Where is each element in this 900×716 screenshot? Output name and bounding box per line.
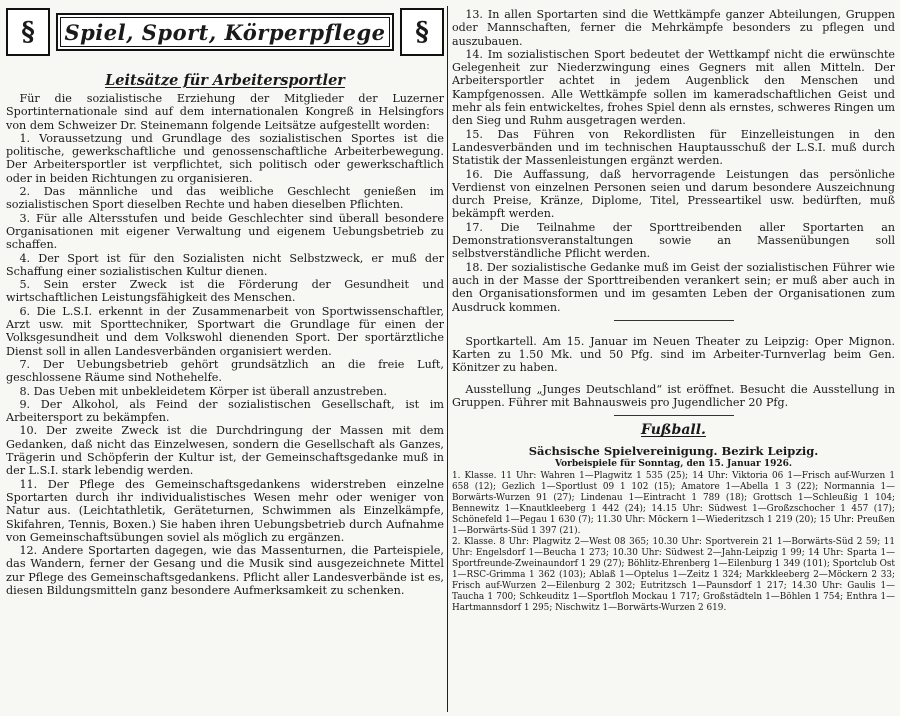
article-paragraph: 14. Im sozialistischen Sport bedeutet der Wettkampf nicht die erwünschte Gelegenheit zur Niederzwingung eines Gegners mit allen Mitteln. Der Arbeitersportler achtet in jedem Augenblick den Menschen und Kampfgenossen. Alle Wettkämpfe sollen im kameradschaftlichen Geist und mehr als fein entwickeltes, frohes Spiel denn als ernstes, schweres Ringen um den Sieg und Ruhm ausgetragen werden. bbox=[452, 47, 895, 128]
section-title: Spiel, Sport, Körperpflege bbox=[56, 13, 394, 51]
article-paragraph: 15. Das Führen von Rekordlisten für Einzelleistungen in den Landesverbänden und im technischen Hauptausschuß der L.S.I. muß durch Statistik der Massenleistungen ergänzt werden. bbox=[452, 127, 895, 168]
article-paragraph: 7. Der Uebungsbetrieb gehört grundsätzlich an die freie Luft, geschlossene Räume sind Nothehelfe. bbox=[6, 357, 444, 385]
article-paragraph: Für die sozialistische Erziehung der Mitglieder der Luzerner Sportinternationale sind auf dem internationalen Kongreß in Helsingfors von dem Schweizer Dr. Steinemann folgende Leitsätze aufgestellt worden: bbox=[6, 92, 444, 132]
article-paragraph: 18. Der sozialistische Gedanke muß im Geist der sozialistischen Führer wie auch in der Masse der Sporttreibenden verankert sein; er muß aber auch in den Organisationsformen und im gesamten Leben der Organisationen zum Ausdruck kommen. bbox=[452, 260, 895, 314]
article-continuation bbox=[452, 8, 895, 314]
article-paragraph: 1. Voraussetzung und Grundlage des sozialistischen Sportes ist die politische, gewerkschaftliche und genossenschaftliche Arbeiterbewegung. Der Arbeitersportler ist verpflichtet, sich politisch oder gewerkschaftlich oder in beiden Richtungen zu organisieren. bbox=[6, 131, 444, 185]
league-subtitle: Vorbeispiele für Sonntag, den 15. Januar 1926. bbox=[554, 459, 793, 470]
left-column bbox=[6, 8, 444, 712]
article-paragraph: 11. Der Pflege des Gemeinschaftsgedankens widerstreben einzelne Sportarten durch ihr individualistisches Wesen mehr oder weniger von Natur aus. (Leichtathletik, Geräteturnen, Schwimmen als Einzelkämpfe, Skifahren, Tennis, Boxen.) Sie haben ihren Uebungsbetrieb durch Aufnahme von Gemeinschaftsübungen soviel als möglich zu ergänzen. bbox=[6, 477, 444, 544]
league-title: Sächsische Spielvereinigung. Bezirk Leipzig. bbox=[528, 444, 819, 459]
notice-ausstellung: Ausstellung „Junges Deutschland“ ist eröffnet. Besucht die Ausstellung in Gruppen. Führer mit Bahnausweis pro Jugendlicher 20 Pfg. bbox=[452, 382, 895, 410]
football-heading: Fußball. bbox=[641, 422, 706, 439]
notices bbox=[452, 335, 895, 409]
article-body bbox=[6, 92, 444, 597]
article-paragraph: 12. Andere Sportarten dagegen, wie das Massenturnen, die Parteispiele, das Wandern, ferner der Gesang und die Musik sind ausgezeichnete Mittel zur Pflege des Gemeinschaftsgedankens. Pflicht aller Landesverbände ist es, diesen Bildungsmitteln ganz besondere Aufmerksamkeit zu schenken. bbox=[6, 544, 444, 597]
masthead bbox=[6, 8, 444, 56]
spacer bbox=[452, 375, 895, 383]
article-paragraph: 17. Die Teilnahme der Sporttreibenden aller Sportarten an Demonstrationsveranstaltungen sowie an Massenübungen soll selbstverständliche Pflicht werden. bbox=[452, 220, 895, 261]
football-results bbox=[452, 471, 895, 614]
article-paragraph: 8. Das Ueben mit unbekleidetem Körper ist überall anzustreben. bbox=[19, 384, 387, 398]
results-class-1: 1. Klasse. 11 Uhr: Wahren 1—Plagwitz 1 535 (25); 14 Uhr: Viktoria 06 1—Frisch auf-Wurzen 1 658 (12); Gezlich 1—Sportlust 09 1 102 (15); Amatore 1—Abella 1 3 (22); Normannia 1—Borwärts-Wurzen 91 (27); Lindenau 1—Eintracht 1 789 (18); Grottsch 1—Schleußig 1 104; Bennewitz 1—Knautkleeberg 1 442 (24); 14.15 Uhr: Südwest 1—Großzschocher 1 457 (17); Schönefeld 1—Pegau 1 630 (7); 11.30 Uhr: Möckern 1—Wiederitzsch 1 219 (20); 15 Uhr: Preußen 1—Borwärts-Süd 1 397 (21). bbox=[452, 471, 895, 537]
article-paragraph: 5. Sein erster Zweck ist die Förderung der Gesundheit und wirtschaftlichen Leistungsfähigkeit des Menschen. bbox=[6, 278, 444, 305]
article-headline: Leitsätze für Arbeitersportler bbox=[105, 72, 345, 89]
results-class-2: 2. Klasse. 8 Uhr: Plagwitz 2—West 08 365; 10.30 Uhr: Sportverein 21 1—Borwärts-Süd 2 59; 11 Uhr: Engelsdorf 1—Beucha 1 273; 10.30 Uhr: Südwest 2—Jahn-Leipzig 1 99; 14 Uhr: Sparta 1—Sportfreunde-Zweinaundorf 1 29 (27); Böhlitz-Ehrenberg 1—Eilenburg 1 349 (101); Sportclub Ost 1—RSC-Grimma 1 362 (103); Ablaß 1—Optelus 1—Zeitz 1 324; Markkleeberg 2—Möckern 2 33; Frisch auf-Wurzen 2—Eilenburg 2 302; Eutritzsch 1—Paunsdorf 1 217; 14.30 Uhr: Gaulis 1—Taucha 1 700; Schkeuditz 1—Sportfloh Mockau 1 717; Großstädteln 1—Böhlen 1 754; Enthra 1—Hartmannsdorf 1 295; Nischwitz 1—Borwärts-Wurzen 2 619. bbox=[452, 537, 895, 614]
right-column bbox=[452, 8, 895, 712]
article-paragraph: 9. Der Alkohol, als Feind der sozialistischen Gesellschaft, ist im Arbeitersport zu bekämpfen. bbox=[6, 397, 444, 425]
column-divider bbox=[447, 6, 448, 712]
article-paragraph: 2. Das männliche und das weibliche Geschlecht genießen im sozialistischen Sport dieselben Rechte und haben dieselben Pflichten. bbox=[6, 185, 444, 212]
article-paragraph: 3. Für alle Altersstufen und beide Geschlechter sind überall besondere Organisationen mit eigener Verwaltung und eigenem Uebungsbetrieb zu schaffen. bbox=[6, 211, 444, 252]
sport-emblem-icon: § bbox=[6, 8, 50, 56]
spacer bbox=[452, 321, 895, 335]
sport-emblem-icon: § bbox=[400, 8, 444, 56]
article-paragraph: 4. Der Sport ist für den Sozialisten nicht Selbstzweck, er muß der Schaffung einer sozialistischen Kultur dienen. bbox=[6, 251, 444, 278]
article-paragraph: 10. Der zweite Zweck ist die Durchdringung der Massen mit dem Gedanken, daß nicht das Einzelwesen, sondern die Gesellschaft als Ganzes, Trägerin und Schöpferin der Kultur ist, der Gemeinschaftsgedanke muß in der L.S.I. stark lebendig werden. bbox=[6, 424, 444, 478]
article-paragraph: 13. In allen Sportarten sind die Wettkämpfe ganzer Abteilungen, Gruppen oder Mannschaften, ferner die Mehrkämpfe besonders zu pflegen und auszubauen. bbox=[452, 8, 895, 48]
article-paragraph: 16. Die Auffassung, daß hervorragende Leistungen das persönliche Verdienst von einzelnen Personen seien und darum besondere Auszeichnung durch Preise, Kränze, Diplome, Titel, Presseartikel usw. bedürften, muß bekämpft werden. bbox=[452, 167, 895, 221]
notice-sportkartell: Sportkartell. Am 15. Januar im Neuen Theater zu Leipzig: Oper Mignon. Karten zu 1.50 Mk. und 50 Pfg. sind im Arbeiter-Turnverlag beim Gen. Könitzer zu haben. bbox=[452, 334, 895, 375]
article-paragraph: 6. Die L.S.I. erkennt in der Zusammenarbeit von Sportwissenschaftler, Arzt usw. mit Sporttechniker, Sportwart die Grundlage für einen der Volksgesundheit und dem Volkswohl dienenden Sport. Der sportärztliche Dienst soll in allen Landesverbänden organisiert werden. bbox=[6, 304, 444, 358]
section-rule bbox=[614, 415, 734, 416]
